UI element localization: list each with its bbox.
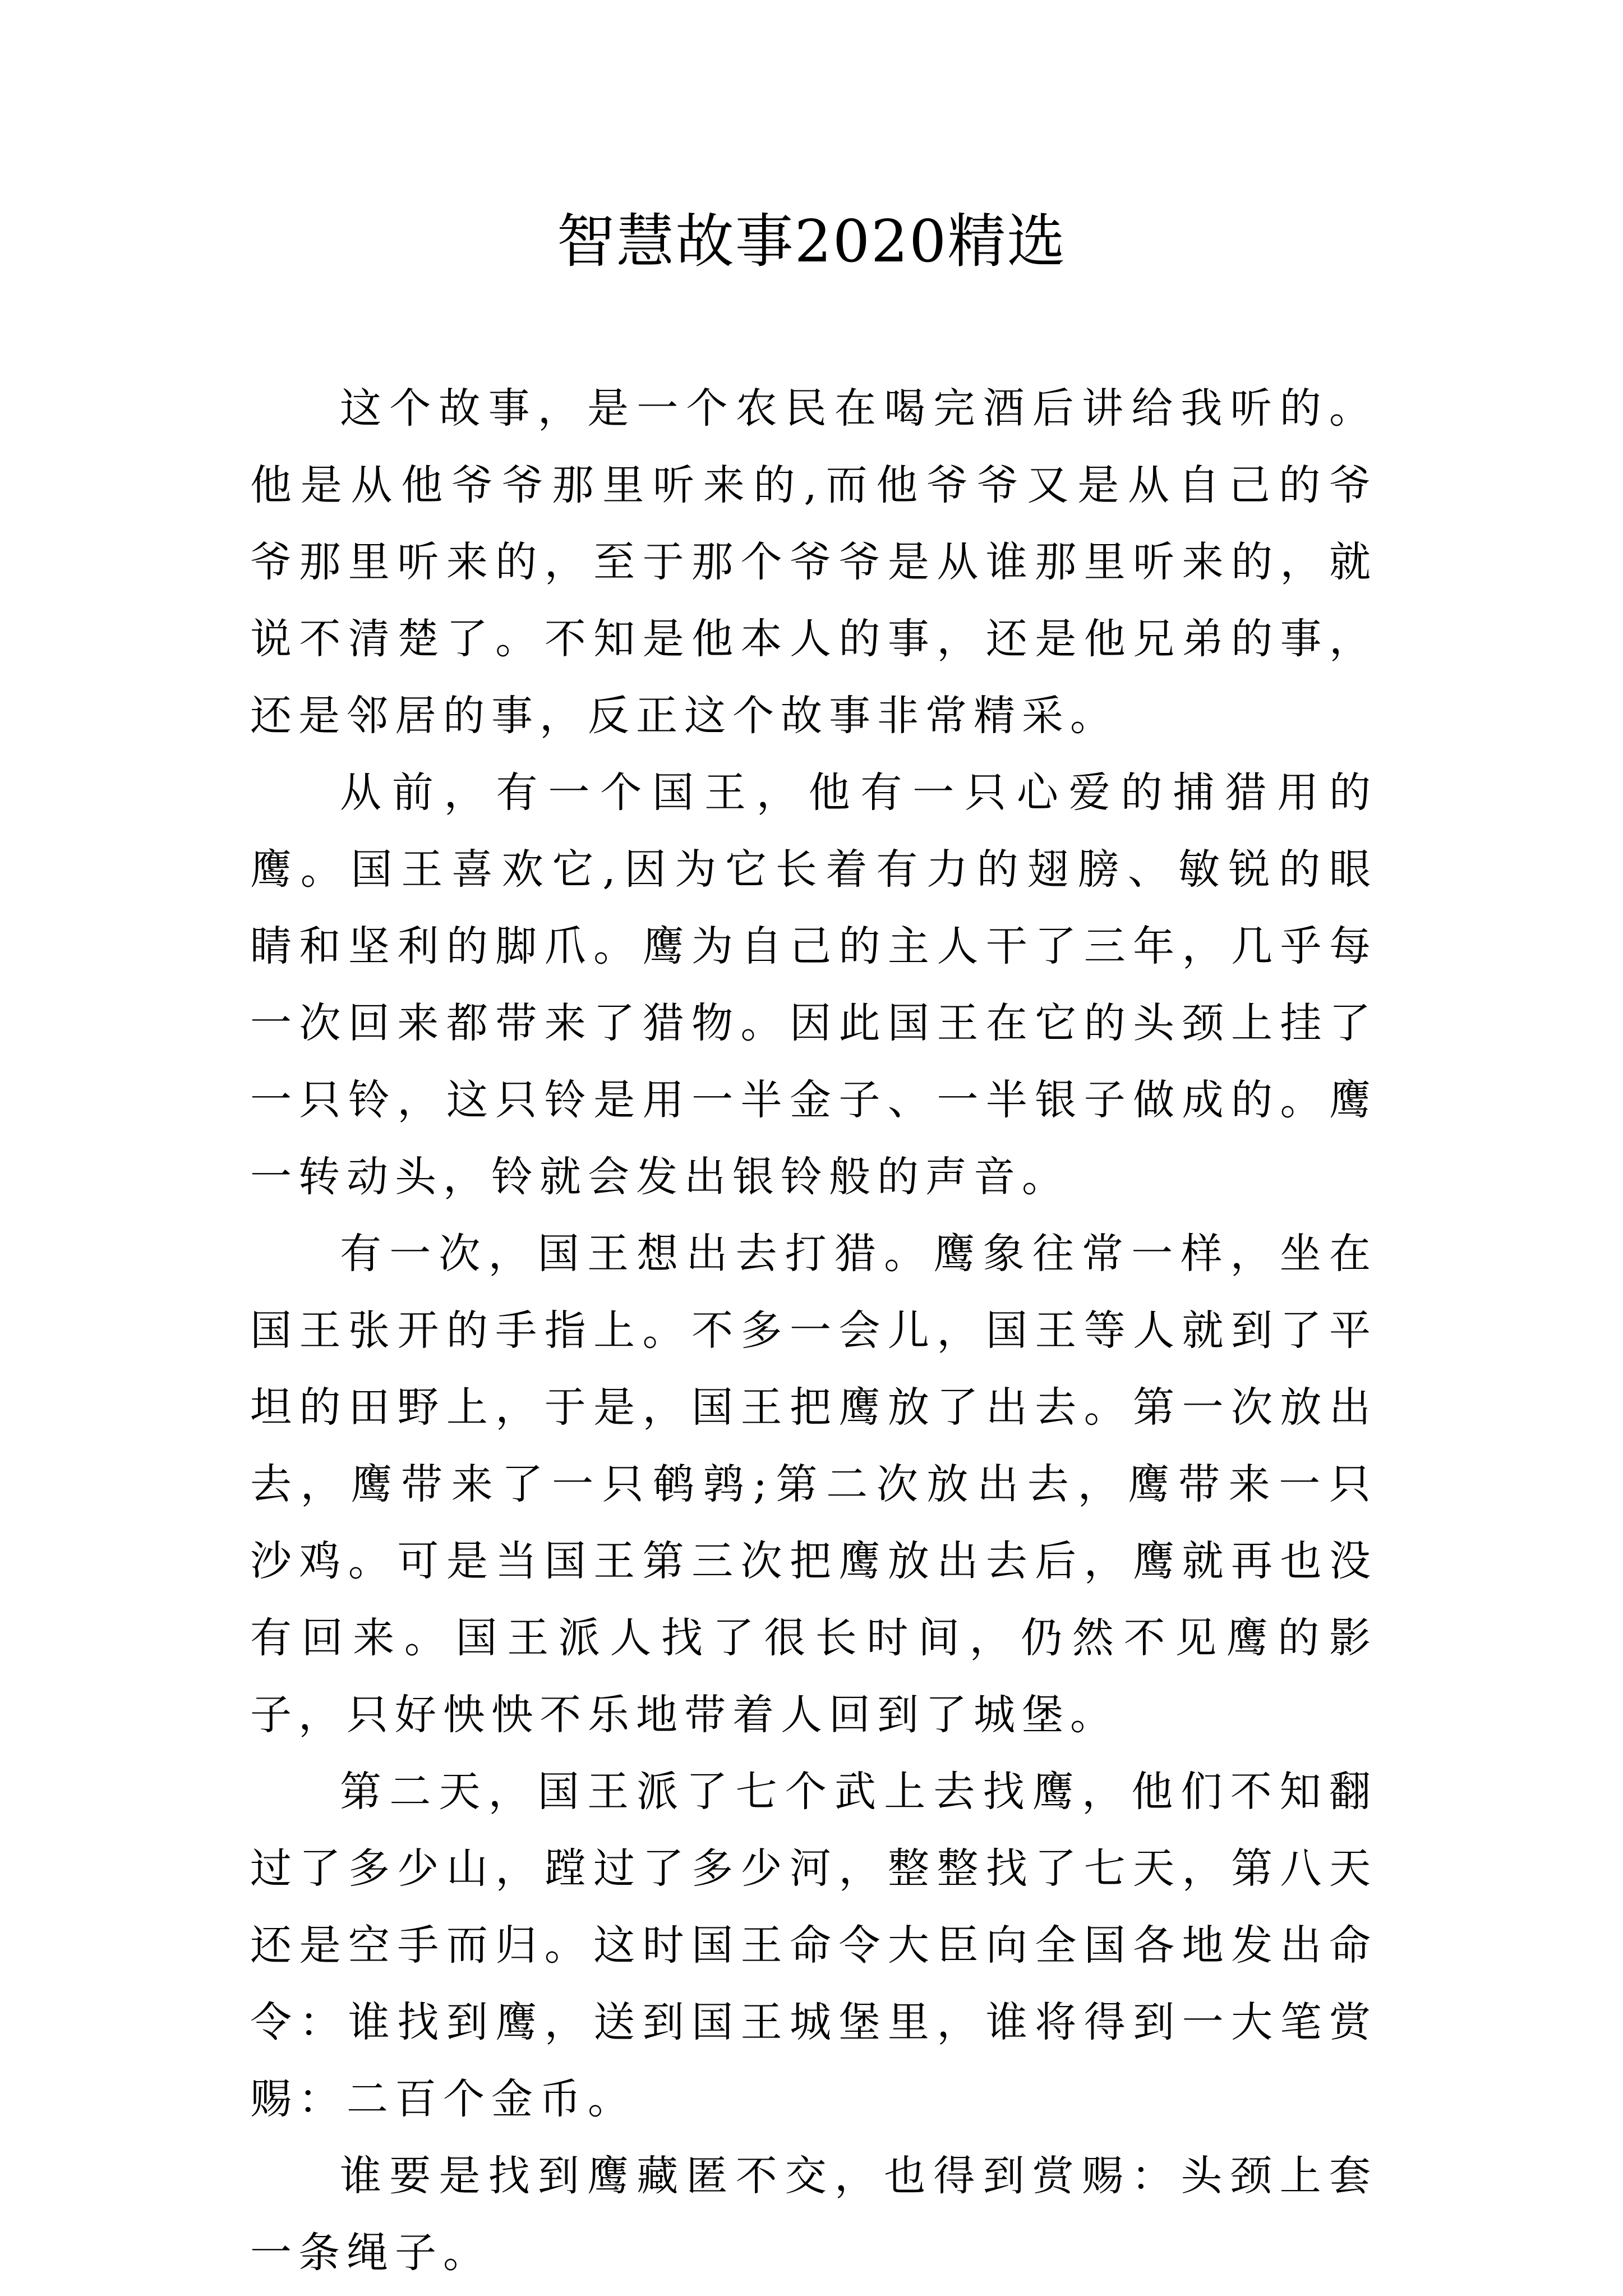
paragraph-4: 第二天，国王派了七个武上去找鹰，他们不知翻过了多少山，蹚过了多少河，整整找了七天，第八天还是空手而归。这时国王命令大臣向全国各地发出命令：谁找到鹰，送到国王城堡里，谁将得到一大笔赏赐：二百个金币。 [250,1768,1377,2123]
paragraph-1: 这个故事，是一个农民在喝完酒后讲给我听的。他是从他爷爷那里听来的,而他爷爷又是从自己的爷爷那里听来的，至于那个爷爷是从谁那里听来的，就说不清楚了。不知是他本人的事，还是他兄弟的事，还是邻居的事，反正这个故事非常精采。 [250,384,1377,740]
paragraph-2: 从前，有一个国王，他有一只心爱的捕猎用的鹰。国王喜欢它,因为它长着有力的翅膀、敏锐的眼睛和坚利的脚爪。鹰为自己的主人干了三年，几乎每一次回来都带来了猎物。因此国王在它的头颈上挂了一只铃，这只铃是用一半金子、一半银子做成的。鹰一转动头，铃就会发出银铃般的声音。 [250,769,1377,1201]
paragraph-5: 谁要是找到鹰藏匿不交，也得到赏赐：头颈上套一条绳子。 [250,2152,1377,2277]
document-title: 智慧故事2020精选 [556,207,1067,275]
document-body [250,370,1377,2292]
paragraph-3: 有一次，国王想出去打猎。鹰象往常一样，坐在国王张开的手指上。不多一会儿，国王等人就到了平坦的田野上，于是，国王把鹰放了出去。第一次放出去，鹰带来了一只鹌鹑;第二次放出去，鹰带来一只沙鸡。可是当国王第三次把鹰放出去后，鹰就再也没有回来。国王派人找了很长时间，仍然不见鹰的影子，只好怏怏不乐地带着人回到了城堡。 [250,1230,1377,1739]
